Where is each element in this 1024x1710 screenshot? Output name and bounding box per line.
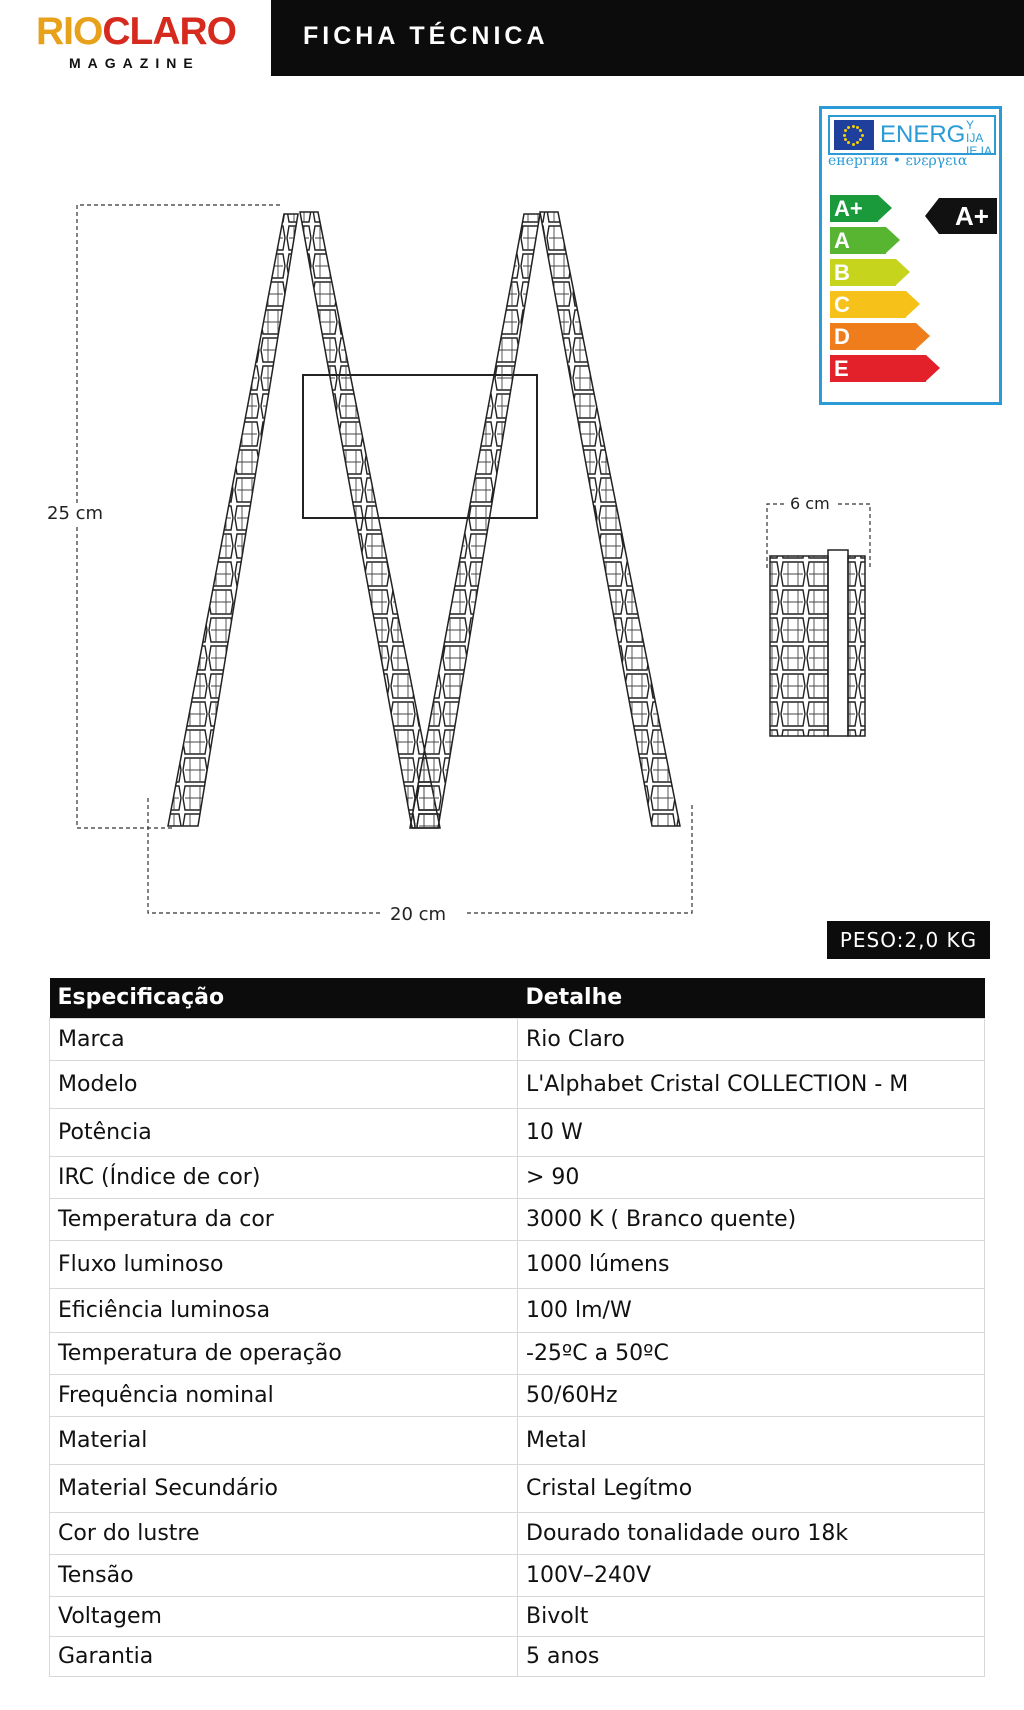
page-title: FICHA TÉCNICA (303, 22, 549, 50)
crystal-strip-right-inner (410, 214, 540, 828)
height-dimension-line (77, 205, 280, 828)
spec-name-cell: Voltagem (50, 1596, 518, 1636)
energy-class-bar: A+ (830, 195, 878, 222)
spec-value-cell: 5 anos (518, 1636, 985, 1676)
logo-wordmark: RIOCLARO (36, 10, 236, 53)
spec-name-cell: Material (50, 1416, 518, 1464)
brand-logo (36, 12, 276, 74)
spec-name-cell: Temperatura da cor (50, 1198, 518, 1240)
spec-value-cell: 100V–240V (518, 1554, 985, 1596)
table-row (50, 1374, 985, 1416)
table-row (50, 1512, 985, 1554)
spec-name-cell: Frequência nominal (50, 1374, 518, 1416)
spec-value-cell: 3000 K ( Branco quente) (518, 1198, 985, 1240)
table-row (50, 1240, 985, 1288)
energy-label-languages: енергия • ενεργεια (828, 153, 968, 169)
table-row (50, 1596, 985, 1636)
spec-value-cell: Bivolt (518, 1596, 985, 1636)
energy-rating-badge: A+ (939, 198, 997, 234)
table-row (50, 1156, 985, 1198)
spec-value-cell: 1000 lúmens (518, 1240, 985, 1288)
spec-value-cell: > 90 (518, 1156, 985, 1198)
column-header-spec: Especificação (50, 978, 518, 1018)
table-row (50, 1554, 985, 1596)
depth-dimension-label: 6 cm (790, 494, 830, 513)
spec-name-cell: IRC (Índice de cor) (50, 1156, 518, 1198)
spec-name-cell: Modelo (50, 1060, 518, 1108)
table-row (50, 1060, 985, 1108)
eu-flag-icon (834, 120, 874, 150)
spec-name-cell: Material Secundário (50, 1464, 518, 1512)
table-row (50, 1332, 985, 1374)
spec-name-cell: Cor do lustre (50, 1512, 518, 1554)
height-dimension-label: 25 cm (47, 503, 104, 524)
spec-value-cell: 10 W (518, 1108, 985, 1156)
crystal-strip-left-inner (300, 212, 440, 828)
table-row (50, 1464, 985, 1512)
spec-table (49, 978, 985, 1677)
table-row (50, 1636, 985, 1676)
spec-name-cell: Temperatura de operação (50, 1332, 518, 1374)
logo-subtitle: MAGAZINE (69, 55, 200, 71)
spec-value-cell: Cristal Legítmo (518, 1464, 985, 1512)
spec-table-body (50, 1018, 985, 1676)
spec-value-cell: 100 lm/W (518, 1288, 985, 1332)
spec-value-cell: Rio Claro (518, 1018, 985, 1060)
spec-name-cell: Fluxo luminoso (50, 1240, 518, 1288)
title-bar (271, 0, 1024, 76)
crystal-strip-left-outer (168, 214, 298, 826)
spec-table-header (50, 978, 985, 1018)
energy-class-bar: B (830, 259, 896, 286)
table-row (50, 1018, 985, 1060)
column-header-detail: Detalhe (518, 978, 985, 1018)
m-shape-fixture (168, 212, 680, 828)
energy-label-header: ENERG Y IJA IE IA (828, 115, 996, 155)
spec-value-cell: L'Alphabet Cristal COLLECTION - M (518, 1060, 985, 1108)
side-view-fixture (770, 550, 865, 736)
width-dimension-label: 20 cm (390, 904, 447, 925)
energy-class-bar: D (830, 323, 916, 350)
energy-class-bar: A (830, 227, 886, 254)
spec-value-cell: Dourado tonalidade ouro 18k (518, 1512, 985, 1554)
table-row (50, 1198, 985, 1240)
spec-value-cell: 50/60Hz (518, 1374, 985, 1416)
crystal-strip-right-outer (540, 212, 680, 826)
table-row (50, 1108, 985, 1156)
spec-name-cell: Tensão (50, 1554, 518, 1596)
weight-badge: PESO:2,0 KG (827, 921, 990, 959)
table-row (50, 1288, 985, 1332)
spec-name-cell: Potência (50, 1108, 518, 1156)
table-row (50, 1416, 985, 1464)
energy-class-bar: C (830, 291, 906, 318)
spec-name-cell: Eficiência luminosa (50, 1288, 518, 1332)
spec-value-cell: Metal (518, 1416, 985, 1464)
energy-class-bar: E (830, 355, 926, 382)
spec-name-cell: Marca (50, 1018, 518, 1060)
product-technical-drawing (0, 180, 1024, 940)
spec-name-cell: Garantia (50, 1636, 518, 1676)
spec-value-cell: -25ºC a 50ºC (518, 1332, 985, 1374)
